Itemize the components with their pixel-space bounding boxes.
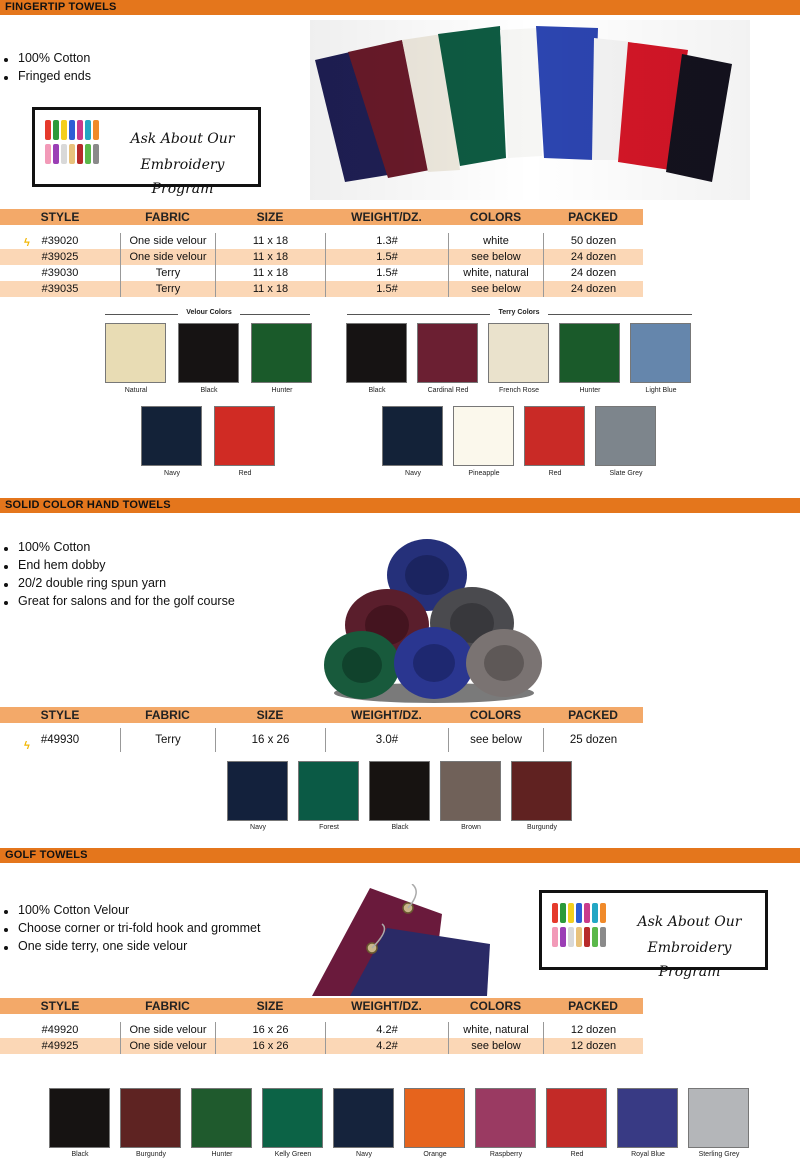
golf-towels-image [312,884,492,1000]
table-row [0,249,643,265]
color-swatch [369,761,430,821]
color-swatch-label: Black [391,824,409,831]
cell-colors: white [448,233,543,249]
header-packed: PACKED [568,999,618,1013]
cell-size: 11 x 18 [215,281,325,297]
cell-fabric: One side velour [120,233,215,249]
color-swatch [382,406,443,466]
header-packed: PACKED [568,210,618,224]
feature-item: 100% Cotton [4,538,235,556]
golf-features [4,901,260,955]
color-swatch [488,323,549,383]
cell-size: 16 x 26 [215,1038,325,1054]
color-swatch [105,323,166,383]
section-header-fingertip [0,0,800,15]
color-swatch-label: Red [548,470,562,477]
cell-packed: 12 dozen [543,1022,643,1038]
golf-spec-table [0,998,643,1054]
color-swatch-label: Brown [461,824,481,831]
cell-size: 11 x 18 [215,233,325,249]
color-swatch [298,761,359,821]
header-weight: WEIGHT/DZ. [351,210,422,224]
header-packed: PACKED [568,708,618,722]
color-swatch [178,323,239,383]
thread-spools-icon [550,901,610,959]
color-swatch [546,1088,607,1148]
color-swatch [559,323,620,383]
header-fabric: FABRIC [145,210,190,224]
cell-colors: white, natural [448,1022,543,1038]
color-swatch-label: Black [368,387,386,394]
color-swatch-label: Royal Blue [631,1151,665,1158]
cell-weight: 1.3# [325,233,448,249]
header-style: STYLE [40,210,80,224]
cell-size: 11 x 18 [215,249,325,265]
color-swatch [251,323,312,383]
rolled-hand-towels-image [322,535,547,705]
cell-packed: 12 dozen [543,1038,643,1054]
header-fabric: FABRIC [145,999,190,1013]
embroidery-program-banner[interactable] [32,107,261,197]
color-swatch-label: Burgundy [527,824,557,831]
color-swatch-label: Navy [164,470,180,477]
cell-colors: see below [448,249,543,265]
hand-features [4,538,235,610]
cell-colors: see below [448,1038,543,1054]
header-colors: COLORS [469,210,522,224]
cell-fabric: Terry [120,265,215,281]
feature-item: One side terry, one side velour [4,937,260,955]
header-size: SIZE [256,999,284,1013]
color-swatch-label: Black [200,387,218,394]
cell-fabric: One side velour [120,1038,215,1054]
fingertip-features [4,49,91,85]
cell-fabric: One side velour [120,1022,215,1038]
color-swatch-label: Hunter [579,387,601,394]
cell-weight: 1.5# [325,249,448,265]
color-swatch [475,1088,536,1148]
color-swatch [346,323,407,383]
cell-packed: 50 dozen [543,233,643,249]
color-swatch [617,1088,678,1148]
header-colors: COLORS [469,708,522,722]
cell-style: #49920 [41,1024,79,1036]
table-row [0,265,643,281]
header-fabric: FABRIC [145,708,190,722]
header-style: STYLE [40,999,80,1013]
table-row [0,281,643,297]
color-swatch-label: Navy [356,1151,372,1158]
section-title: GOLF TOWELS [5,849,88,861]
color-swatch-label: Red [238,470,252,477]
header-weight: WEIGHT/DZ. [351,708,422,722]
cell-style: #39030 [41,267,79,279]
cell-style: #39035 [41,283,79,295]
cell-colors: white, natural [448,265,543,281]
embroidery-line-1: Ask About Our [637,914,742,930]
table-header [0,707,643,723]
embroidery-line-2: Embroidery Program [140,157,225,197]
color-swatch-label: Red [570,1151,584,1158]
table-header [0,998,643,1014]
color-swatch-label: Hunter [211,1151,233,1158]
color-swatch-label: Navy [250,824,266,831]
cell-fabric: Terry [120,281,215,297]
color-swatch [191,1088,252,1148]
color-swatch-label: Pineapple [468,470,500,477]
color-swatch-label: Raspberry [489,1151,523,1158]
color-swatch [453,406,514,466]
color-swatch [333,1088,394,1148]
color-swatch-label: Sterling Grey [698,1151,740,1158]
color-swatch [404,1088,465,1148]
table-row [0,1022,643,1038]
velour-colors-label: Velour Colors [178,309,240,316]
color-swatch-label: French Rose [498,387,540,394]
color-swatch-label: Navy [405,470,421,477]
feature-item: End hem dobby [4,556,235,574]
cell-weight: 1.5# [325,281,448,297]
section-header-golf [0,848,800,863]
lightning-icon: ϟ [24,237,30,249]
header-size: SIZE [256,708,284,722]
color-swatch-label: Hunter [271,387,293,394]
color-swatch-label: Black [71,1151,89,1158]
section-title: FINGERTIP TOWELS [5,1,117,13]
color-swatch-label: Slate Grey [609,470,643,477]
cell-colors: see below [448,281,543,297]
color-swatch-label: Orange [423,1151,447,1158]
header-style: STYLE [40,708,80,722]
fingertip-towels-image [310,20,750,200]
cell-style: #39020 [41,235,79,247]
lightning-icon: ϟ [24,740,30,752]
color-swatch [49,1088,110,1148]
color-swatch [440,761,501,821]
cell-weight: 4.2# [325,1038,448,1054]
cell-packed: 24 dozen [543,281,643,297]
cell-size: 16 x 26 [215,728,325,752]
color-swatch [688,1088,749,1148]
color-swatch-label: Forest [319,824,339,831]
section-header-hand [0,498,800,513]
cell-weight: 1.5# [325,265,448,281]
color-swatch-label: Light Blue [645,387,677,394]
embroidery-program-banner[interactable] [539,890,768,980]
header-size: SIZE [256,210,284,224]
cell-packed: 24 dozen [543,265,643,281]
header-colors: COLORS [469,999,522,1013]
cell-weight: 3.0# [325,728,448,752]
color-swatch-label: Kelly Green [274,1151,312,1158]
table-row [0,728,643,752]
color-swatch [141,406,202,466]
terry-colors-label: Terry Colors [490,309,548,316]
cell-packed: 25 dozen [543,728,643,752]
feature-item: 100% Cotton Velour [4,901,260,919]
color-swatch [120,1088,181,1148]
color-swatch [227,761,288,821]
fingertip-spec-table [0,209,643,297]
cell-weight: 4.2# [325,1022,448,1038]
color-swatch [630,323,691,383]
color-swatch [262,1088,323,1148]
feature-item: Fringed ends [4,67,91,85]
feature-item: Choose corner or tri-fold hook and grommet [4,919,260,937]
cell-colors: see below [448,728,543,752]
color-swatch-label: Cardinal Red [427,387,469,394]
cell-style: #39025 [41,251,79,263]
header-weight: WEIGHT/DZ. [351,999,422,1013]
hand-spec-table [0,707,643,752]
thread-spools-icon [43,118,103,176]
cell-size: 11 x 18 [215,265,325,281]
feature-item: 20/2 double ring spun yarn [4,574,235,592]
table-row [0,1038,643,1054]
feature-item: Great for salons and for the golf course [4,592,235,610]
cell-style: #49930 [40,734,80,746]
color-swatch [214,406,275,466]
feature-item: 100% Cotton [4,49,91,67]
embroidery-line-2: Embroidery Program [647,940,732,980]
cell-style: #49925 [41,1040,79,1052]
table-row [0,233,643,249]
cell-fabric: Terry [120,728,215,752]
section-title: SOLID COLOR HAND TOWELS [5,499,171,511]
color-swatch [524,406,585,466]
cell-packed: 24 dozen [543,249,643,265]
embroidery-line-1: Ask About Our [130,131,235,147]
color-swatch [511,761,572,821]
color-swatch-label: Burgundy [136,1151,166,1158]
color-swatch [417,323,478,383]
color-swatch [595,406,656,466]
color-swatch-label: Natural [124,387,148,394]
cell-fabric: One side velour [120,249,215,265]
cell-size: 16 x 26 [215,1022,325,1038]
table-header [0,209,643,225]
